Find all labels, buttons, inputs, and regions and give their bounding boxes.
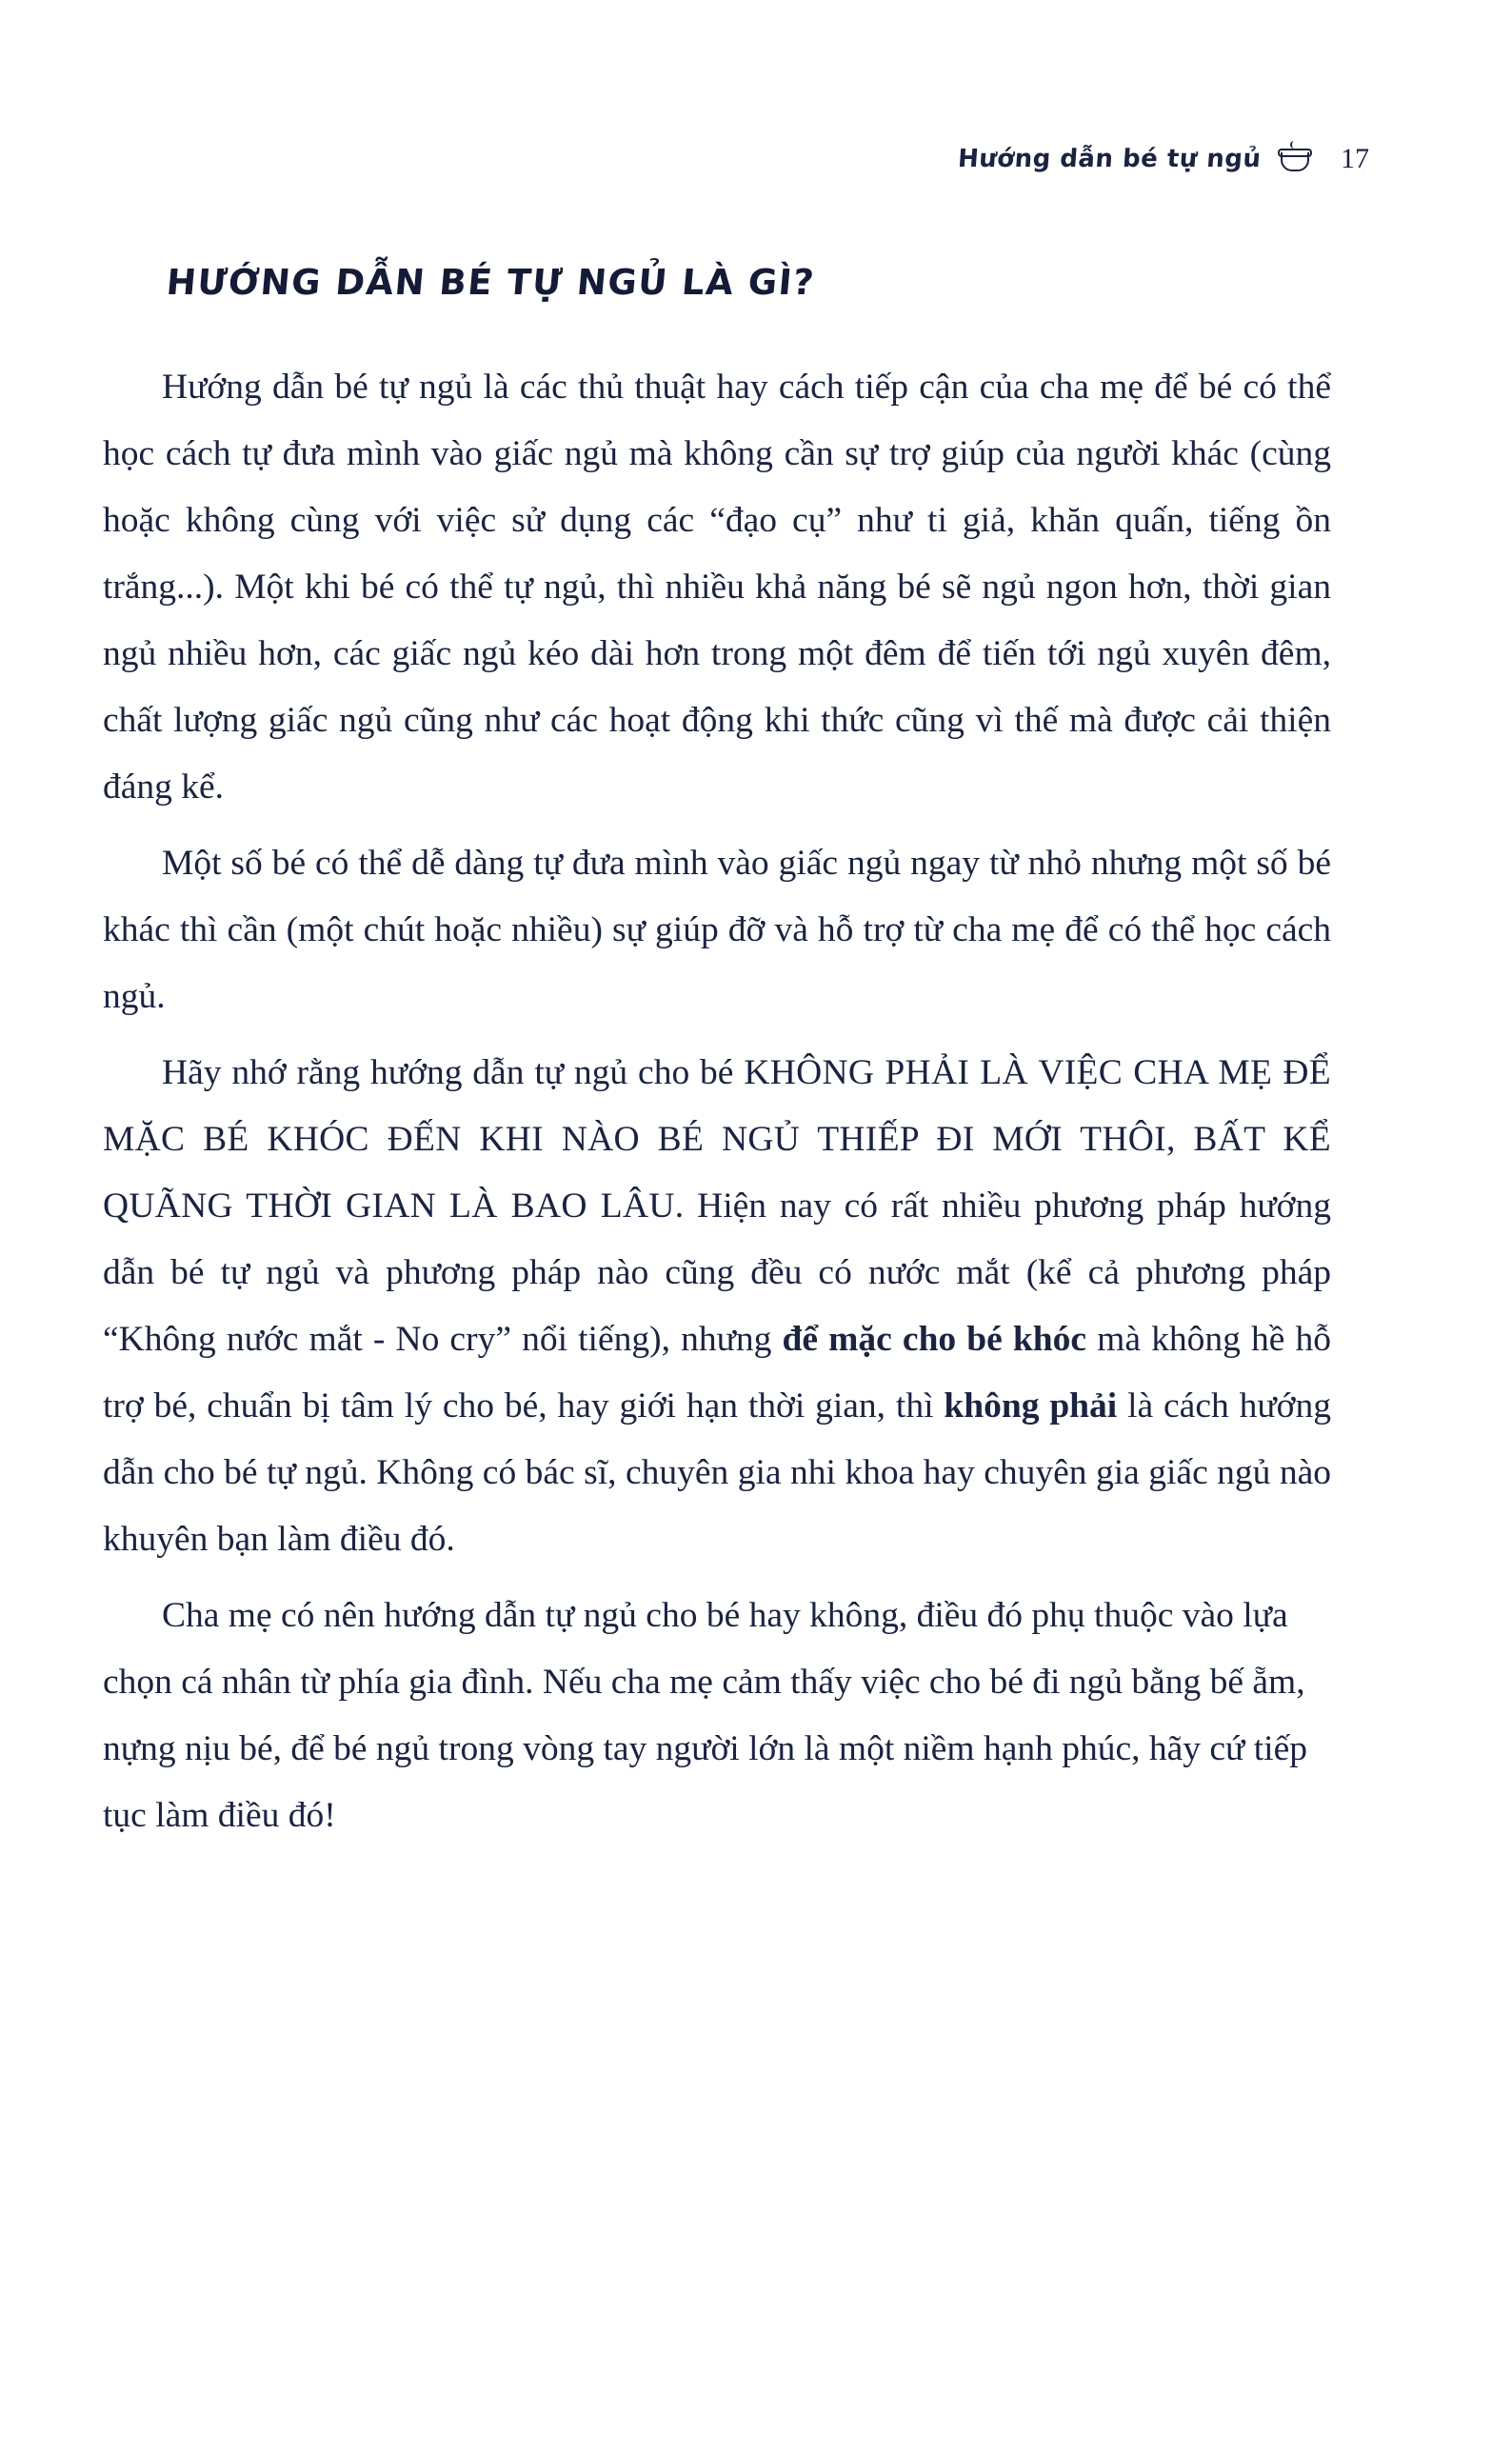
body-text (103, 354, 1331, 1859)
running-header-title: Hướng dẫn bé tự ngủ (956, 145, 1263, 173)
p3-bold-1: để mặc cho bé khóc (782, 1320, 1087, 1359)
p3-bold-2: không phải (944, 1386, 1118, 1426)
paragraph-3 (103, 1040, 1331, 1573)
p3-segment-2: Hiện nay có rất nhiều phương pháp hướng dẫn bé tự ngủ và phương pháp nào cũng đều có nước mắt (kể cả phương pháp “Không nước mắt - No cry” nổi tiếng), nhưng (103, 1187, 1331, 1359)
paragraph-2: Một số bé có thể dễ dàng tự đưa mình vào giấc ngủ ngay từ nhỏ nhưng một số bé khác thì cần (một chút hoặc nhiều) sự giúp đỡ và hỗ trợ từ cha mẹ để có thể học cách ngủ. (103, 844, 1331, 1016)
page-number: 17 (1341, 143, 1369, 174)
p3-segment-3: mà không hề hỗ trợ bé, chuẩn bị tâm lý cho bé, hay giới hạn thời gian, thì (103, 1320, 1331, 1426)
p3-segment-1: Hãy nhớ rằng hướng dẫn tự ngủ cho bé (162, 1053, 745, 1092)
paragraph-4: Cha mẹ có nên hướng dẫn tự ngủ cho bé hay không, điều đó phụ thuộc vào lựa chọn cá nhân từ phía gia đình. Nếu cha mẹ cảm thấy việc cho bé đi ngủ bằng bế ẵm, nựng nịu bé, để bé ngủ trong vòng tay người lớn là một niềm hạnh phúc, hãy cứ tiếp tục làm điều đó! (103, 1596, 1307, 1835)
running-header (958, 143, 1369, 175)
paragraph-1: Hướng dẫn bé tự ngủ là các thủ thuật hay cách tiếp cận của cha mẹ để bé có thể học cách tự đưa mình vào giấc ngủ mà không cần sự trợ giúp của người khác (cùng hoặc không cùng với việc sử dụng các “đạo cụ” như ti giả, khăn quấn, tiếng ồn trắng...). Một khi bé có thể tự ngủ, thì nhiều khả năng bé sẽ ngủ ngon hơn, thời gian ngủ nhiều hơn, các giấc ngủ kéo dài hơn trong một đêm để tiến tới ngủ xuyên đêm, chất lượng giấc ngủ cũng như các hoạt động khi thức cũng vì thế mà được cải thiện đáng kể. (103, 368, 1331, 807)
section-heading: HƯỚNG DẪN BÉ TỰ NGỦ LÀ GÌ? (165, 262, 817, 303)
p3-segment-4: là cách hướng dẫn cho bé tự ngủ. Không có bác sĩ, chuyên gia nhi khoa hay chuyên gia giấc ngủ nào khuyên bạn làm điều đó. (103, 1386, 1331, 1559)
teacup-icon (1278, 145, 1310, 173)
p3-emphasis-caps: KHÔNG PHẢI LÀ VIỆC CHA MẸ ĐỂ MẶC BÉ KHÓC ĐẾN KHI NÀO BÉ NGỦ THIẾP ĐI MỚI THÔI, BẤT KỂ QUÃNG THỜI GIAN LÀ BAO LÂU. (103, 1053, 1331, 1226)
